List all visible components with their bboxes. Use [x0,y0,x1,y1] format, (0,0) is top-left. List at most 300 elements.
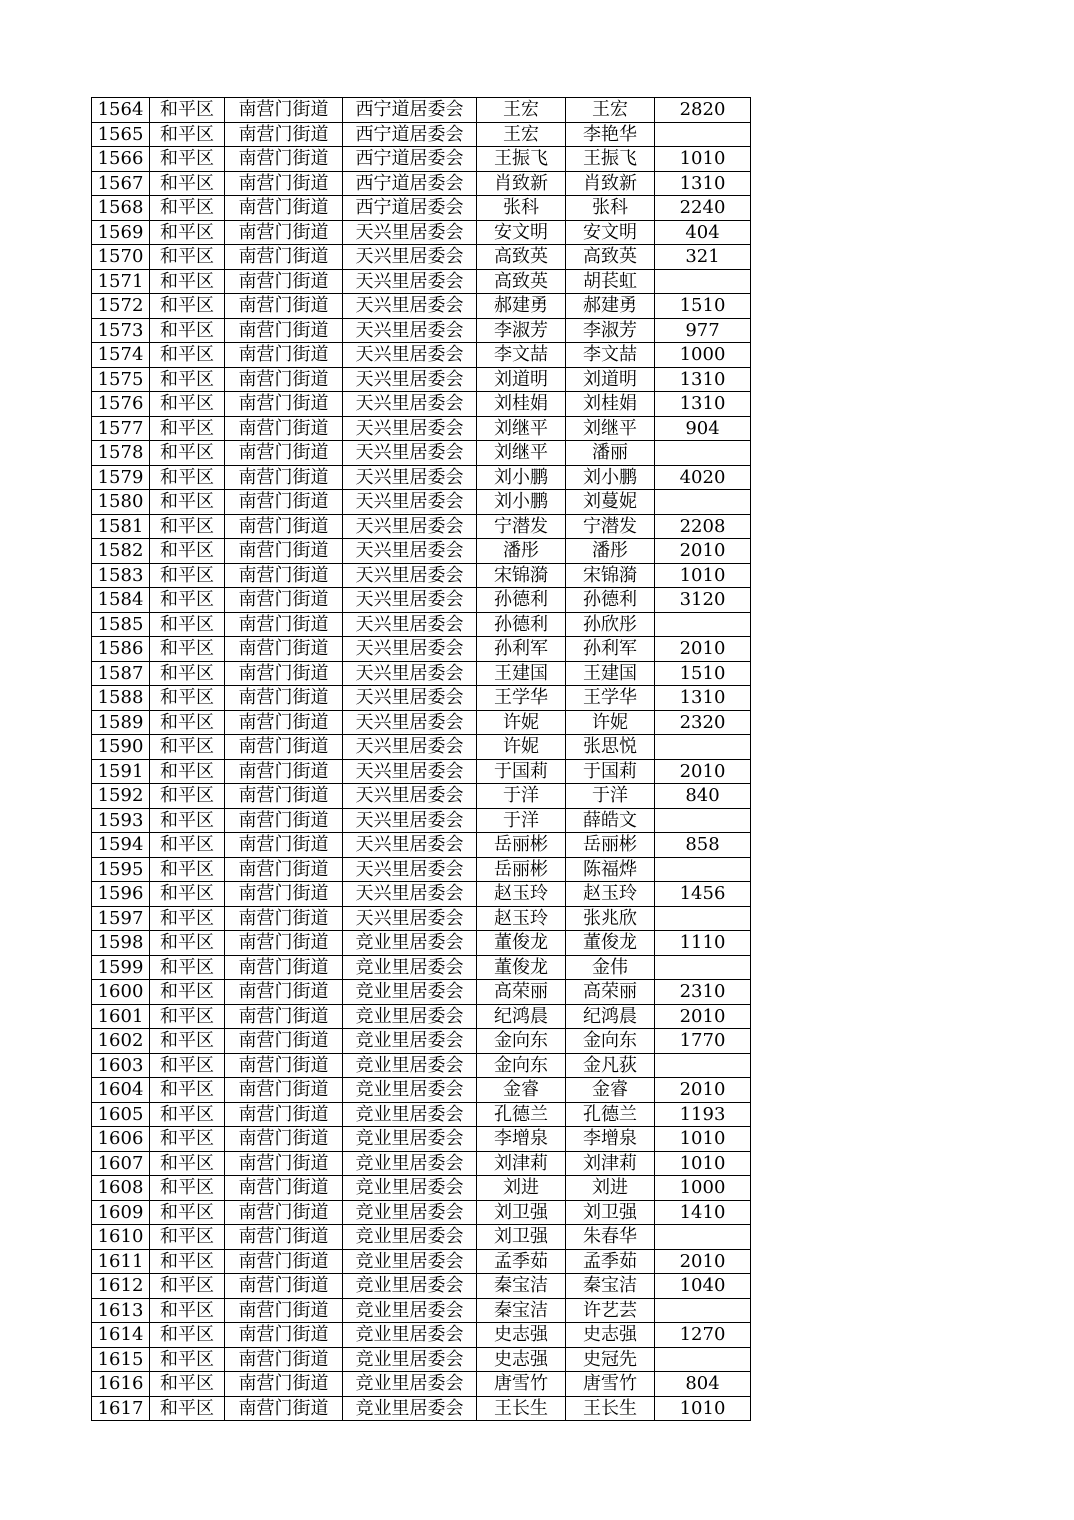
member-name-cell: 唐雪竹 [566,1372,655,1397]
district-cell: 和平区 [150,612,225,637]
amount-cell [655,955,751,980]
street-cell: 南营门街道 [225,318,343,343]
row-number-cell: 1579 [92,465,150,490]
row-number-cell: 1608 [92,1176,150,1201]
district-cell: 和平区 [150,784,225,809]
street-cell: 南营门街道 [225,1225,343,1250]
amount-cell: 2820 [655,98,751,123]
amount-cell: 858 [655,833,751,858]
household-head-cell: 高致英 [477,269,566,294]
row-number-cell: 1565 [92,122,150,147]
committee-cell: 天兴里居委会 [343,318,477,343]
street-cell: 南营门街道 [225,367,343,392]
amount-cell: 404 [655,220,751,245]
member-name-cell: 孔德兰 [566,1102,655,1127]
committee-cell: 竞业里居委会 [343,1347,477,1372]
amount-cell: 1310 [655,392,751,417]
amount-cell: 1010 [655,1127,751,1152]
member-name-cell: 刘津莉 [566,1151,655,1176]
household-head-cell: 刘小鹏 [477,490,566,515]
committee-cell: 天兴里居委会 [343,563,477,588]
amount-cell: 1310 [655,367,751,392]
table-row [92,833,751,858]
district-cell: 和平区 [150,661,225,686]
amount-cell: 1510 [655,661,751,686]
amount-cell: 1510 [655,294,751,319]
committee-cell: 竞业里居委会 [343,1249,477,1274]
member-name-cell: 许妮 [566,710,655,735]
table-row [92,392,751,417]
street-cell: 南营门街道 [225,955,343,980]
amount-cell: 904 [655,416,751,441]
household-head-cell: 王宏 [477,122,566,147]
table-row [92,1029,751,1054]
row-number-cell: 1617 [92,1396,150,1421]
household-head-cell: 孙利军 [477,637,566,662]
district-cell: 和平区 [150,122,225,147]
street-cell: 南营门街道 [225,1102,343,1127]
district-cell: 和平区 [150,490,225,515]
committee-cell: 天兴里居委会 [343,661,477,686]
row-number-cell: 1580 [92,490,150,515]
amount-cell [655,1298,751,1323]
district-cell: 和平区 [150,1053,225,1078]
committee-cell: 天兴里居委会 [343,514,477,539]
table-row [92,931,751,956]
amount-cell: 1010 [655,1151,751,1176]
member-name-cell: 史志强 [566,1323,655,1348]
district-cell: 和平区 [150,882,225,907]
amount-cell: 1310 [655,171,751,196]
row-number-cell: 1607 [92,1151,150,1176]
district-cell: 和平区 [150,563,225,588]
table-row [92,294,751,319]
street-cell: 南营门街道 [225,147,343,172]
amount-cell: 2320 [655,710,751,735]
committee-cell: 西宁道居委会 [343,98,477,123]
amount-cell: 1010 [655,147,751,172]
row-number-cell: 1610 [92,1225,150,1250]
household-head-cell: 王学华 [477,686,566,711]
row-number-cell: 1601 [92,1004,150,1029]
committee-cell: 天兴里居委会 [343,710,477,735]
table-row [92,661,751,686]
household-head-cell: 孙德利 [477,588,566,613]
committee-cell: 竞业里居委会 [343,980,477,1005]
district-cell: 和平区 [150,980,225,1005]
table-row [92,686,751,711]
table-row [92,514,751,539]
row-number-cell: 1614 [92,1323,150,1348]
committee-cell: 天兴里居委会 [343,857,477,882]
member-name-cell: 许艺芸 [566,1298,655,1323]
street-cell: 南营门街道 [225,1298,343,1323]
row-number-cell: 1596 [92,882,150,907]
street-cell: 南营门街道 [225,637,343,662]
street-cell: 南营门街道 [225,392,343,417]
committee-cell: 天兴里居委会 [343,784,477,809]
member-name-cell: 董俊龙 [566,931,655,956]
committee-cell: 天兴里居委会 [343,392,477,417]
member-name-cell: 安文明 [566,220,655,245]
committee-cell: 竞业里居委会 [343,1176,477,1201]
member-name-cell: 于国莉 [566,759,655,784]
household-head-cell: 岳丽彬 [477,833,566,858]
row-number-cell: 1587 [92,661,150,686]
household-head-cell: 王长生 [477,1396,566,1421]
row-number-cell: 1603 [92,1053,150,1078]
amount-cell: 2010 [655,1249,751,1274]
household-head-cell: 孟季茹 [477,1249,566,1274]
household-head-cell: 高致英 [477,245,566,270]
street-cell: 南营门街道 [225,1323,343,1348]
committee-cell: 竞业里居委会 [343,1200,477,1225]
table-row [92,1127,751,1152]
row-number-cell: 1569 [92,220,150,245]
amount-cell: 2010 [655,539,751,564]
row-number-cell: 1572 [92,294,150,319]
amount-cell: 2208 [655,514,751,539]
table-row [92,539,751,564]
district-cell: 和平区 [150,147,225,172]
household-head-cell: 许妮 [477,735,566,760]
table-row [92,710,751,735]
committee-cell: 天兴里居委会 [343,269,477,294]
household-head-cell: 刘继平 [477,441,566,466]
member-name-cell: 王建国 [566,661,655,686]
district-cell: 和平区 [150,269,225,294]
district-cell: 和平区 [150,1029,225,1054]
household-head-cell: 张科 [477,196,566,221]
street-cell: 南营门街道 [225,539,343,564]
table-row [92,1151,751,1176]
member-name-cell: 于洋 [566,784,655,809]
district-cell: 和平区 [150,1102,225,1127]
committee-cell: 天兴里居委会 [343,637,477,662]
committee-cell: 竞业里居委会 [343,1029,477,1054]
street-cell: 南营门街道 [225,465,343,490]
table-row [92,588,751,613]
member-name-cell: 金睿 [566,1078,655,1103]
street-cell: 南营门街道 [225,1053,343,1078]
committee-cell: 天兴里居委会 [343,588,477,613]
committee-cell: 天兴里居委会 [343,612,477,637]
street-cell: 南营门街道 [225,686,343,711]
row-number-cell: 1600 [92,980,150,1005]
member-name-cell: 薛皓文 [566,808,655,833]
amount-cell: 3120 [655,588,751,613]
street-cell: 南营门街道 [225,759,343,784]
row-number-cell: 1593 [92,808,150,833]
committee-cell: 竞业里居委会 [343,955,477,980]
district-cell: 和平区 [150,1323,225,1348]
member-name-cell: 史冠先 [566,1347,655,1372]
household-head-cell: 于国莉 [477,759,566,784]
committee-cell: 竞业里居委会 [343,1225,477,1250]
member-name-cell: 胡苌虹 [566,269,655,294]
amount-cell: 1000 [655,343,751,368]
household-head-cell: 秦宝洁 [477,1274,566,1299]
member-name-cell: 刘小鹏 [566,465,655,490]
district-cell: 和平区 [150,465,225,490]
row-number-cell: 1564 [92,98,150,123]
amount-cell: 840 [655,784,751,809]
street-cell: 南营门街道 [225,490,343,515]
amount-cell [655,1053,751,1078]
table-row [92,1249,751,1274]
district-cell: 和平区 [150,1225,225,1250]
amount-cell [655,808,751,833]
row-number-cell: 1567 [92,171,150,196]
member-name-cell: 岳丽彬 [566,833,655,858]
row-number-cell: 1583 [92,563,150,588]
district-cell: 和平区 [150,735,225,760]
household-head-cell: 刘桂娟 [477,392,566,417]
row-number-cell: 1590 [92,735,150,760]
street-cell: 南营门街道 [225,833,343,858]
amount-cell [655,857,751,882]
table-row [92,784,751,809]
table-row [92,612,751,637]
household-head-cell: 孔德兰 [477,1102,566,1127]
row-number-cell: 1605 [92,1102,150,1127]
row-number-cell: 1615 [92,1347,150,1372]
member-name-cell: 孟季茹 [566,1249,655,1274]
street-cell: 南营门街道 [225,1274,343,1299]
amount-cell: 977 [655,318,751,343]
row-number-cell: 1606 [92,1127,150,1152]
member-name-cell: 张科 [566,196,655,221]
table-row [92,98,751,123]
table-row [92,906,751,931]
table-row [92,1347,751,1372]
committee-cell: 西宁道居委会 [343,147,477,172]
member-name-cell: 李艳华 [566,122,655,147]
member-name-cell: 孙德利 [566,588,655,613]
table-row [92,759,751,784]
district-cell: 和平区 [150,906,225,931]
district-cell: 和平区 [150,857,225,882]
street-cell: 南营门街道 [225,784,343,809]
household-head-cell: 刘道明 [477,367,566,392]
district-cell: 和平区 [150,1298,225,1323]
district-cell: 和平区 [150,1004,225,1029]
row-number-cell: 1602 [92,1029,150,1054]
row-number-cell: 1598 [92,931,150,956]
committee-cell: 天兴里居委会 [343,833,477,858]
committee-cell: 天兴里居委会 [343,343,477,368]
street-cell: 南营门街道 [225,122,343,147]
table-row [92,1078,751,1103]
household-head-cell: 金睿 [477,1078,566,1103]
street-cell: 南营门街道 [225,563,343,588]
table-row [92,808,751,833]
amount-cell: 1193 [655,1102,751,1127]
table-row [92,1200,751,1225]
member-name-cell: 李文喆 [566,343,655,368]
table-row [92,171,751,196]
street-cell: 南营门街道 [225,808,343,833]
member-name-cell: 李淑芳 [566,318,655,343]
household-head-cell: 刘卫强 [477,1200,566,1225]
household-head-cell: 刘进 [477,1176,566,1201]
table-row [92,1225,751,1250]
district-cell: 和平区 [150,955,225,980]
row-number-cell: 1595 [92,857,150,882]
row-number-cell: 1604 [92,1078,150,1103]
district-cell: 和平区 [150,1249,225,1274]
household-head-cell: 董俊龙 [477,955,566,980]
member-name-cell: 朱春华 [566,1225,655,1250]
street-cell: 南营门街道 [225,171,343,196]
household-head-cell: 王振飞 [477,147,566,172]
street-cell: 南营门街道 [225,1004,343,1029]
committee-cell: 天兴里居委会 [343,808,477,833]
amount-cell: 2240 [655,196,751,221]
table-row [92,245,751,270]
street-cell: 南营门街道 [225,1347,343,1372]
street-cell: 南营门街道 [225,661,343,686]
table-row [92,1298,751,1323]
household-head-cell: 潘彤 [477,539,566,564]
row-number-cell: 1577 [92,416,150,441]
table-row [92,882,751,907]
member-name-cell: 王学华 [566,686,655,711]
household-head-cell: 宁潜发 [477,514,566,539]
row-number-cell: 1585 [92,612,150,637]
table-row [92,416,751,441]
amount-cell: 1310 [655,686,751,711]
row-number-cell: 1597 [92,906,150,931]
amount-cell: 1010 [655,563,751,588]
row-number-cell: 1588 [92,686,150,711]
row-number-cell: 1611 [92,1249,150,1274]
household-head-cell: 刘继平 [477,416,566,441]
row-number-cell: 1576 [92,392,150,417]
amount-cell [655,490,751,515]
member-name-cell: 李增泉 [566,1127,655,1152]
district-cell: 和平区 [150,1200,225,1225]
member-name-cell: 张思悦 [566,735,655,760]
row-number-cell: 1573 [92,318,150,343]
member-name-cell: 秦宝洁 [566,1274,655,1299]
row-number-cell: 1578 [92,441,150,466]
street-cell: 南营门街道 [225,931,343,956]
household-head-cell: 唐雪竹 [477,1372,566,1397]
district-cell: 和平区 [150,514,225,539]
row-number-cell: 1570 [92,245,150,270]
amount-cell: 1770 [655,1029,751,1054]
amount-cell [655,122,751,147]
district-cell: 和平区 [150,710,225,735]
data-table [91,97,751,1421]
table-body [92,98,751,1421]
table-row [92,1396,751,1421]
committee-cell: 天兴里居委会 [343,465,477,490]
member-name-cell: 刘卫强 [566,1200,655,1225]
district-cell: 和平区 [150,392,225,417]
household-head-cell: 金向东 [477,1053,566,1078]
row-number-cell: 1592 [92,784,150,809]
member-name-cell: 宁潜发 [566,514,655,539]
table-row [92,1274,751,1299]
amount-cell: 1410 [655,1200,751,1225]
household-head-cell: 李文喆 [477,343,566,368]
table-row [92,122,751,147]
street-cell: 南营门街道 [225,857,343,882]
district-cell: 和平区 [150,1127,225,1152]
street-cell: 南营门街道 [225,735,343,760]
member-name-cell: 潘彤 [566,539,655,564]
committee-cell: 天兴里居委会 [343,220,477,245]
amount-cell: 1040 [655,1274,751,1299]
member-name-cell: 郝建勇 [566,294,655,319]
amount-cell: 321 [655,245,751,270]
amount-cell: 2010 [655,1078,751,1103]
table-row [92,1004,751,1029]
table-row [92,1102,751,1127]
street-cell: 南营门街道 [225,220,343,245]
district-cell: 和平区 [150,294,225,319]
committee-cell: 天兴里居委会 [343,735,477,760]
table-row [92,220,751,245]
household-head-cell: 王建国 [477,661,566,686]
member-name-cell: 金凡荻 [566,1053,655,1078]
household-head-cell: 秦宝洁 [477,1298,566,1323]
street-cell: 南营门街道 [225,980,343,1005]
row-number-cell: 1575 [92,367,150,392]
member-name-cell: 王宏 [566,98,655,123]
household-head-cell: 刘卫强 [477,1225,566,1250]
household-head-cell: 宋锦漪 [477,563,566,588]
member-name-cell: 张兆欣 [566,906,655,931]
committee-cell: 竞业里居委会 [343,1127,477,1152]
amount-cell: 2010 [655,759,751,784]
street-cell: 南营门街道 [225,514,343,539]
member-name-cell: 刘继平 [566,416,655,441]
committee-cell: 天兴里居委会 [343,367,477,392]
committee-cell: 竞业里居委会 [343,1102,477,1127]
row-number-cell: 1591 [92,759,150,784]
committee-cell: 天兴里居委会 [343,539,477,564]
committee-cell: 天兴里居委会 [343,245,477,270]
table-row [92,1053,751,1078]
district-cell: 和平区 [150,539,225,564]
row-number-cell: 1568 [92,196,150,221]
table-row [92,563,751,588]
district-cell: 和平区 [150,1396,225,1421]
member-name-cell: 王振飞 [566,147,655,172]
amount-cell: 1456 [655,882,751,907]
amount-cell [655,612,751,637]
member-name-cell: 孙欣彤 [566,612,655,637]
table-row [92,367,751,392]
row-number-cell: 1594 [92,833,150,858]
street-cell: 南营门街道 [225,1127,343,1152]
household-head-cell: 岳丽彬 [477,857,566,882]
district-cell: 和平区 [150,1274,225,1299]
table-row [92,196,751,221]
street-cell: 南营门街道 [225,98,343,123]
table-row [92,343,751,368]
household-head-cell: 李增泉 [477,1127,566,1152]
committee-cell: 西宁道居委会 [343,171,477,196]
district-cell: 和平区 [150,441,225,466]
household-head-cell: 于洋 [477,808,566,833]
district-cell: 和平区 [150,833,225,858]
district-cell: 和平区 [150,245,225,270]
member-name-cell: 高荣丽 [566,980,655,1005]
